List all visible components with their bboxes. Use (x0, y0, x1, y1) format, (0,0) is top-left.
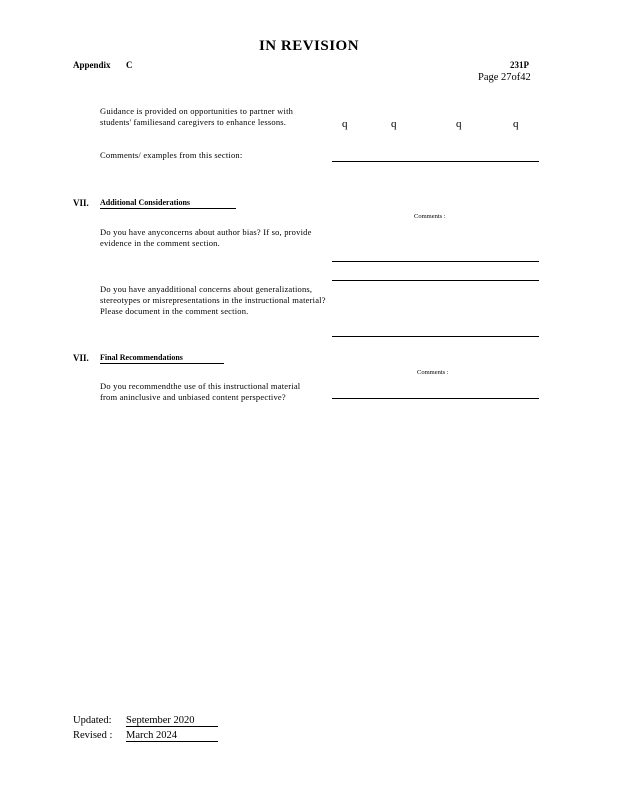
guidance-question: Guidance is provided on opportunities to partner with students' familiesand caregivers to enhance lessons. (100, 106, 294, 127)
question-additional-concerns: Do you have anyadditional concerns about generalizations, stereotypes or misrepresentations in the instructional material? Please document in the comment section. (100, 284, 326, 316)
comments-label: Comments : (414, 213, 446, 220)
page-number: Page 27of42 (478, 72, 531, 83)
page-title: IN REVISION (258, 38, 360, 54)
rating-option-1[interactable]: q (342, 118, 348, 130)
form-code: 231P (510, 60, 529, 70)
revised-value: March 2024 (126, 730, 218, 742)
comment-line[interactable] (332, 261, 539, 262)
section-numeral-additional: VII. (73, 198, 89, 208)
rating-option-3[interactable]: q (456, 118, 462, 130)
appendix-letter: C (126, 60, 133, 70)
section-heading-additional: Additional Considerations (100, 198, 236, 209)
question-author-bias: Do you have anyconcerns about author bias? If so, provide evidence in the comment section. (100, 227, 312, 248)
comment-line[interactable] (332, 161, 539, 162)
section-numeral-final: VII. (73, 353, 89, 363)
appendix-label: Appendix (73, 60, 111, 70)
revised-label: Revised : (73, 730, 113, 741)
updated-value: September 2020 (126, 715, 218, 727)
rating-option-2[interactable]: q (391, 118, 397, 130)
comments-prompt: Comments/ examples from this section: (100, 150, 243, 160)
comment-line[interactable] (332, 398, 539, 399)
comment-line[interactable] (332, 336, 539, 337)
question-recommend: Do you recommendthe use of this instructional material from aninclusive and unbiased content perspective? (100, 381, 301, 402)
section-heading-final: Final Recommendations (100, 353, 224, 364)
rating-option-4[interactable]: q (513, 118, 519, 130)
updated-label: Updated: (73, 715, 112, 726)
comments-label: Comments : (417, 369, 449, 376)
comment-line[interactable] (332, 280, 539, 281)
